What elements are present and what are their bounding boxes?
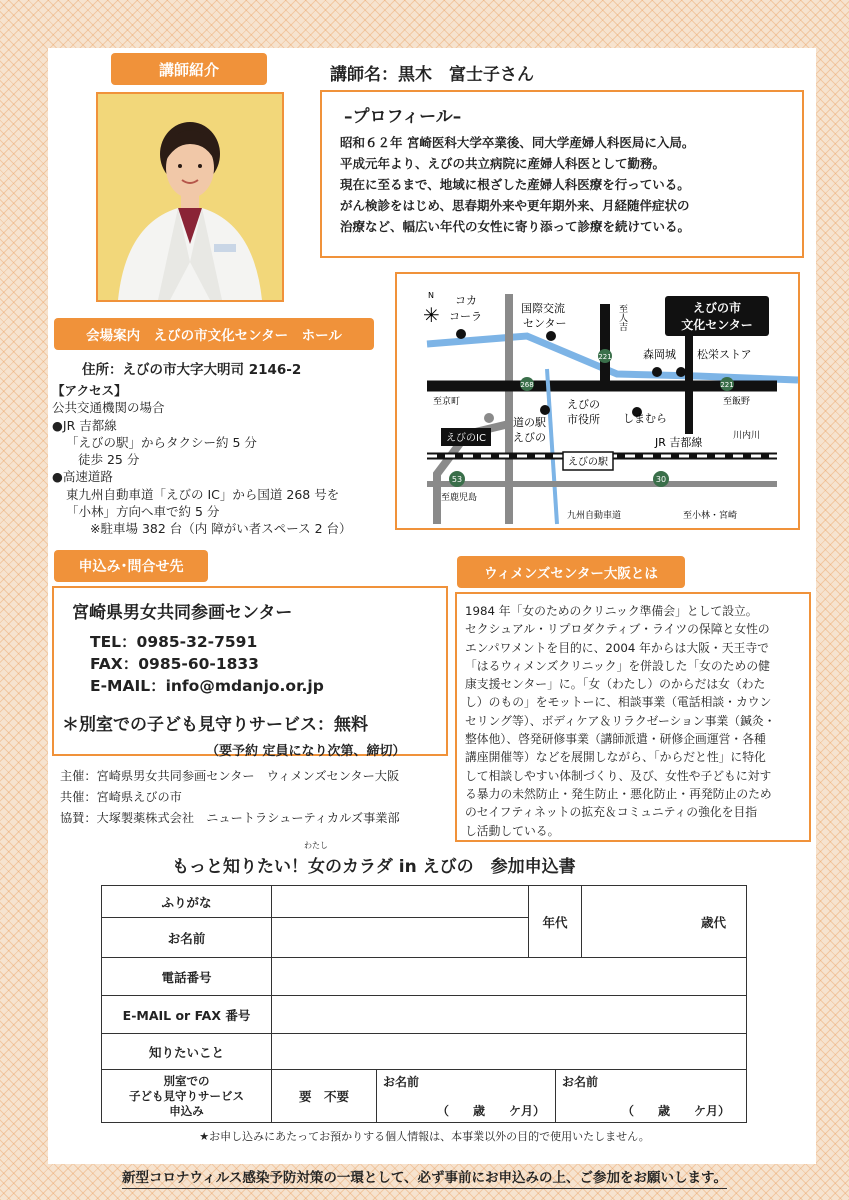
womens-center-line: して相談しやすい体制づくり、及び、女性や子どもに対す [465,768,772,783]
womens-center-line: し活動している。 [465,823,560,838]
compass-icon: ✳ [423,303,440,327]
age-unit: 歳代 [700,914,726,930]
sponsors [60,766,400,829]
route-30: 30 [655,475,667,484]
child-1-age-label: （ 歳 ケ月） [436,1104,545,1118]
child-1-field[interactable] [377,1070,556,1122]
access-title: 【アクセス】 [52,383,127,398]
womens-center-box [455,592,811,842]
womens-center-line: エンパワメントを目的に、2004 年からは大阪・天王寺で [465,640,769,655]
contact-tab [54,550,208,582]
womens-center-line: のセイフティネットの拡充＆コミュニティの強化を目指 [465,805,758,820]
profile-line: がん検診をはじめ、思春期外来や更年期外来、月経随伴症状の [340,198,690,213]
womens-center-line: 「はるウィメンズクリニック」を併設した「女のための健 [465,658,770,673]
form-title-post: のカラダ in えびの 参加申込書 [325,857,576,877]
sponsor-line: 主催：宮崎県男女共同参画センター ウィメンズセンター大阪 [60,769,400,783]
access-line: 「小林」方向へ車で約 5 分 [66,504,220,520]
access-line: ●高速道路 [52,469,113,485]
child-1-name-label: お名前 [383,1075,420,1089]
childcare-apply-line: 別室での [163,1073,210,1088]
map-label-hitoyoshi: 至人吉 [617,304,627,331]
profile-line: 治療など、幅広い年代の女性に寄り添って診療を続けている。 [340,219,691,234]
map-label-shimamura: しまむら [623,412,667,425]
map-label-coke: コカ [455,294,477,307]
form-title [172,841,576,877]
north-label: N [428,291,434,300]
map-label-expressway: 九州自動車道 [567,511,622,521]
childcare-apply-label [102,1070,272,1123]
age-label: 年代 [529,886,582,958]
map-dot [652,367,662,377]
covid-notice-text: 新型コロナウィルス感染予防対策の一環として、必ず事前にお申込みの上、ご参加をお願いします。 [122,1170,727,1189]
route-221: 221 [720,381,734,389]
womens-center-line: 康支援センター」に。「女（わたし）のからだは女（わた [465,677,766,692]
email-fax-field[interactable] [272,996,747,1034]
child-2-name-label: お名前 [562,1075,599,1089]
womens-center-tab-label: ウィメンズセンター大阪とは [484,566,658,582]
child-2-age-label: （ 歳 ケ月） [621,1104,730,1118]
profile-line: 平成元年より、えびの共立病院に産婦人科医として勤務。 [340,156,666,171]
profile-title: –プロフィール– [344,107,462,127]
womens-center-line: 1984 年「女のためのクリニック準備会」として設立。 [465,604,758,618]
support-line: 協賛：大塚製薬株式会社 ニュートラシューティカルズ事業部 [60,811,400,825]
form-title-ruby: わたし [304,841,328,850]
womens-center-line: セクシュアル・リプロダクティブ・ライツの保障と女性の [465,622,770,637]
map-dot [484,413,494,423]
map-label-michinoeki: えびの [513,431,546,444]
womens-center-line: し）のもの」をモットーに、相談事業（電話相談・カウン [465,695,772,710]
access-line: 東九州自動車道「えびの IC」から国道 268 号を [66,486,340,502]
contact-org: 宮崎県男女共同参画センター [72,603,293,623]
form-title-onna-wrap [304,841,328,877]
age-field[interactable] [582,886,747,958]
map-dot [546,331,556,341]
route-221: 221 [598,353,612,361]
map-label-station: えびの駅 [568,457,608,468]
need-choice[interactable]: 要 不要 [272,1070,377,1122]
cosponsor-line: 共催：宮崎県えびの市 [60,790,182,804]
phone-field[interactable] [272,958,747,996]
womens-center-line: る暴力の未然防止・発生防止・悪化防止・再発防止のため [465,786,772,801]
map-label-kawauchi: 川内川 [733,431,761,441]
form-title-onna: 女 [308,857,325,877]
map-label-cityhall: えびの [567,398,600,411]
map-label-ic: えびのIC [446,433,486,444]
application-form [101,885,747,1123]
venue-address: 住所：えびの市大字大明司 2146-2 [82,362,302,378]
map-dot [540,405,550,415]
childcare-note: （要予約 定員になり次第、締切） [206,744,406,759]
route-268: 268 [520,381,534,389]
profile-box [320,90,804,258]
want-label: 知りたいこと [102,1034,272,1070]
contact-fax: FAX：0985-60-1833 [90,655,259,673]
profile-text [340,132,780,237]
contact-tel: TEL：0985-32-7591 [90,633,258,651]
covid-notice [0,1166,849,1186]
want-field[interactable] [272,1034,747,1070]
furigana-field[interactable] [272,886,529,918]
map-dot [676,367,686,377]
lecturer-name: 講師名：黒木 富士子さん [330,65,534,85]
womens-center-text [465,602,801,840]
form-title-pre: もっと知りたい！ [172,857,308,877]
womens-center-tab [457,556,685,588]
contact-email[interactable]: E-MAIL：info@mdanjo.or.jp [90,677,324,695]
venue-map [395,272,800,530]
lecturer-tab [111,53,267,85]
phone-label: 電話番号 [102,958,272,996]
map-label-kokusai: センター [523,317,567,330]
contact-tab-label: 申込み･問合せ先 [78,559,184,575]
map-label-kyomachi: 至京町 [433,397,461,407]
womens-center-line: 講座開催等）などを展開しながら、「からだと性」に特化 [465,750,766,765]
name-field[interactable] [272,918,529,958]
map-label-matsumoto: 松栄ストア [697,348,752,361]
cultural-center-label: えびの市 [692,301,742,315]
access-line: ●JR 吉都線 [52,417,117,433]
map-label-cityhall: 市役所 [567,413,600,426]
profile-line: 現在に至るまで、地域に根ざした産婦人科医療を行っている。 [340,177,690,192]
map-label-iino: 至飯野 [723,397,751,407]
map-label-moriokajo: 森岡城 [643,348,676,361]
doctor-portrait-illustration [98,94,282,300]
access-line: 「えびの駅」からタクシー約 5 分 [66,434,257,450]
child-2-field[interactable] [556,1070,746,1122]
cultural-center-label: 文化センター [681,318,753,332]
map-label-kokusai: 国際交流 [521,302,565,315]
lecturer-photo [96,92,284,302]
childcare-apply-line: 子ども見守りサービス [129,1088,244,1103]
womens-center-line: 整体他）、啓発研修事業（講師派遣・研修企画運営・各種 [465,732,766,747]
access-line: 徒歩 25 分 [78,452,140,468]
route-53: 53 [451,475,463,484]
profile-line: 昭和６２年 宮崎医科大学卒業後、同大学産婦人科医局に入局。 [340,135,695,150]
map-svg [397,274,798,528]
contact-box [52,586,448,756]
map-dot [456,329,466,339]
furigana-label: ふりがな [102,886,272,918]
map-label-kagoshima: 至鹿児島 [441,493,478,503]
venue-tab [54,318,374,350]
name-label: お名前 [102,918,272,958]
womens-center-line: セリング等）、ボディケア＆リラクゼーション事業（鍼灸・ [465,713,776,728]
email-fax-label: E-MAIL or FAX 番号 [102,996,272,1034]
access-line: 公共交通機関の場合 [52,400,165,416]
childcare-service: ＊別室での子ども見守りサービス：無料 [62,715,368,735]
map-label-jr: JR 吉都線 [655,436,703,449]
map-label-kobayashi: 至小林・宮崎 [683,511,738,521]
childcare-apply-cell [272,1070,747,1123]
map-label-coke: コーラ [449,310,482,323]
venue-tab-label: 会場案内 えびの市文化センター ホール [86,328,342,344]
childcare-apply-line: 申込み [169,1103,204,1118]
map-label-michinoeki: 道の駅 [513,416,546,429]
access-info [52,382,352,538]
access-line: ※駐車場 382 台（内 障がい者スペース 2 台） [90,521,352,537]
privacy-note: ★お申し込みにあたってお預かりする個人情報は、本事業以外の目的で使用いたしません。 [199,1130,650,1143]
lecturer-tab-label: 講師紹介 [158,60,219,79]
